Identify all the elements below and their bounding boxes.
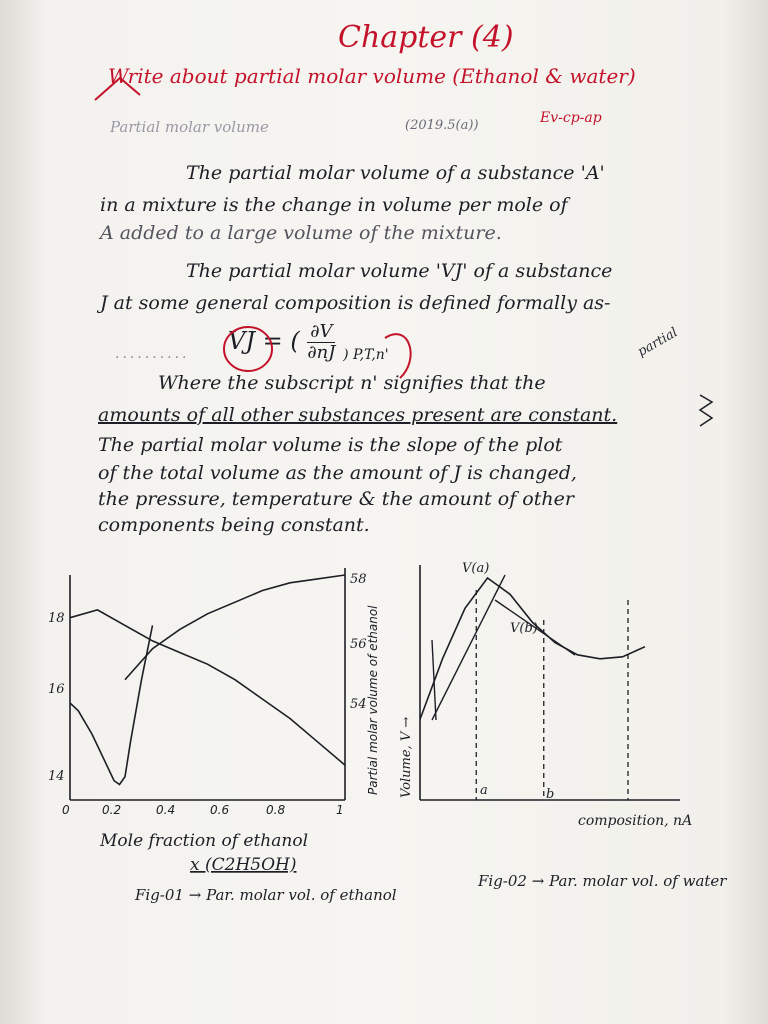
fig1-right-tick-1: 58 [350,572,367,587]
body-line-8: The partial molar volume is the slope of the plot [98,434,563,456]
fig1-left-tick-1: 18 [48,611,65,626]
fig1-x-tick-4: 0.8 [266,803,286,817]
body-line-7: amounts of all other substances present are constant. [98,404,618,426]
year-note: (2019.5(a)) [405,118,479,133]
fig1-x-label: Mole fraction of ethanol [100,831,309,851]
margin-zigzag [700,395,712,426]
body-line-9: of the total volume as the amount of J is changed, [98,462,577,484]
fig1-x-tick-0: 0 [62,803,70,817]
fig1-right-tick-3: 54 [350,697,367,712]
fig2-volume-curve [420,578,645,719]
body-line-5: J at some general composition is defined formally as- [100,292,611,314]
eq-red-mark [385,334,411,378]
fig2-caption: Fig-02 → Par. molar vol. of water [478,872,727,890]
equation-condition: ) P,T,n' [343,346,389,363]
fig2-x-label: composition, nA [578,813,693,829]
fig2-tangent-a [432,575,505,720]
margin-note: partial [635,325,681,360]
fig2-point-a: a [480,783,488,798]
fig1-right-tick-2: 56 [350,637,367,652]
fig1-left-tick-3: 14 [48,769,65,784]
fig1-ethanol-curve-1 [70,625,153,784]
body-line-3: A added to a large volume of the mixture. [100,222,502,244]
fig1-x-tick-1: 0.2 [102,803,122,817]
question-heading: Write about partial molar volume (Ethanol & water) [108,64,636,88]
body-line-10: the pressure, temperature & the amount of other [98,488,574,510]
body-line-4: The partial molar volume 'VJ' of a substance [186,260,613,282]
fig2-curve-label: V(a) [462,561,490,576]
fig2-chart [399,561,692,829]
body-line-6: Where the subscript n' signifies that the [158,372,546,394]
body-line-1: The partial molar volume of a substance 'A' [186,162,605,184]
fig1-chart [48,568,380,817]
fig1-ethanol-curve-3 [125,575,345,680]
fig1-caption: Fig-01 → Par. molar vol. of ethanol [135,886,397,904]
chapter-title: Chapter (4) [338,20,514,55]
red-check-mark [95,78,140,100]
fig1-left-tick-2: 16 [48,682,65,697]
fig2-tangent-label: V(b) [510,621,538,636]
fig1-x-sub: x (C2H5OH) [190,855,297,875]
fig2-point-b: b [546,787,555,802]
fig1-ethanol-curve-2 [70,610,345,765]
dotted-leader: .......... [115,346,190,362]
vj-circle [224,327,272,371]
fig1-right-axis-label: Partial molar volume of ethanol [366,605,380,795]
fig1-x-tick-2: 0.4 [156,803,176,817]
equation-lhs: VJ = ( [228,326,300,355]
equation-numerator: ∂V [307,322,335,343]
fig2-y-label: Volume, V → [399,716,414,798]
reference-note: Ev-cp-ap [540,110,602,126]
ghost-heading: Partial molar volume [110,118,269,136]
equation-denominator: ∂nJ [307,341,336,363]
body-line-2: in a mixture is the change in volume per mole of [100,194,568,216]
fig1-x-tick-5: 1 [336,803,344,817]
fig1-x-tick-3: 0.6 [210,803,230,817]
body-line-11: components being constant. [98,514,370,536]
